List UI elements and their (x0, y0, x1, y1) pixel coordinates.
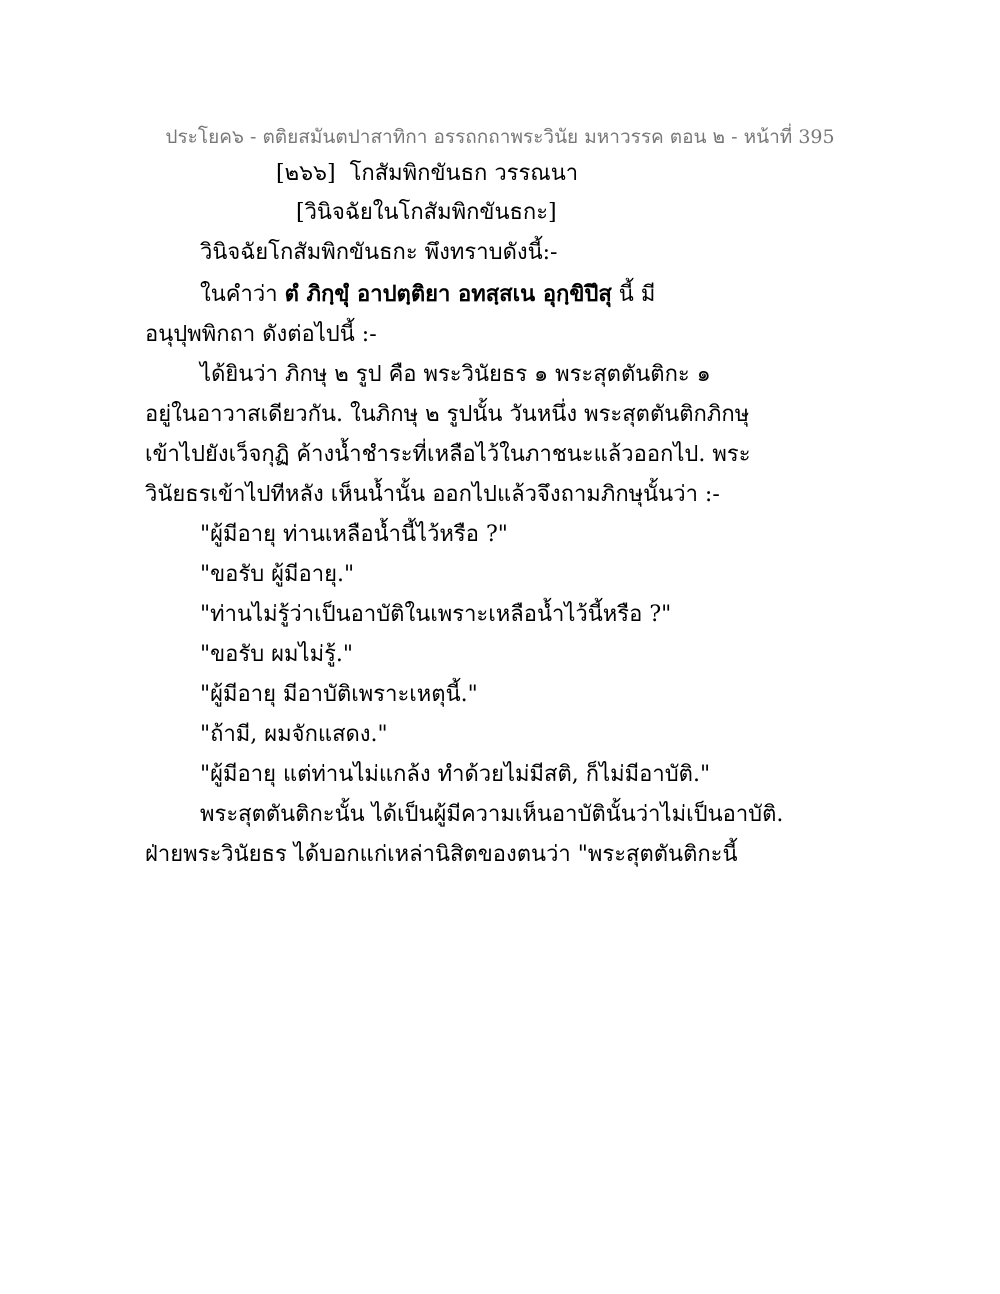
narrative-line: อยู่ในอาวาสเดียวกัน. ในภิกษุ ๒ รูปนั้น วันหนึ่ง พระสุตตันติกภิกษุ (145, 402, 750, 427)
running-header: ประโยค๖ - ตติยสมันตปาสาทิกา อรรถกถาพระวินัย มหาวรรค ตอน ๒ - หน้าที่ 395 (165, 126, 835, 148)
narrative-line: เข้าไปยังเว็จกุฏิ ค้างน้ำชำระที่เหลือไว้ในภาชนะแล้วออกไป. พระ (145, 442, 751, 467)
dialogue-line: "ถ้ามี, ผมจักแสดง." (200, 722, 388, 747)
pali-phrase: ตํ ภิกฺขุํ อาปตฺติยา อทสฺสเน อุกฺขิปึสุ (284, 281, 612, 307)
section-subtitle: [วินิจฉัยในโกสัมพิกขันธกะ] (296, 200, 557, 225)
dialogue-line: "ท่านไม่รู้ว่าเป็นอาบัติในเพราะเหลือน้ำไว้นี้หรือ ?" (200, 602, 672, 627)
section-number: [๒๖๖] (276, 161, 336, 186)
phrase-continuation: อนุปุพพิกถา ดังต่อไปนี้ :- (145, 322, 377, 347)
phrase-prefix: ในคำว่า (200, 282, 285, 307)
narrative-line: ได้ยินว่า ภิกษุ ๒ รูป คือ พระวินัยธร ๑ พระสุตตันติกะ ๑ (200, 362, 711, 387)
closing-line: พระสุตตันติกะนั้น ได้เป็นผู้มีความเห็นอาบัตินั้นว่าไม่เป็นอาบัติ. (200, 802, 784, 827)
phrase-suffix: นี้ มี (611, 282, 656, 307)
dialogue-line: "ขอรับ ผมไม่รู้." (200, 642, 354, 667)
pali-phrase-line (200, 279, 655, 310)
section-title: โกสัมพิกขันธก วรรณนา (349, 161, 579, 186)
narrative-line: วินัยธรเข้าไปทีหลัง เห็นน้ำนั้น ออกไปแล้วจึงถามภิกษุนั้นว่า :- (145, 482, 720, 507)
intro-line: วินิจฉัยโกสัมพิกขันธกะ พึงทราบดังนี้:- (200, 240, 558, 265)
dialogue-line: "ผู้มีอายุ มีอาบัติเพราะเหตุนี้." (200, 682, 478, 707)
dialogue-line: "ขอรับ ผู้มีอายุ." (200, 562, 355, 587)
section-heading (276, 159, 578, 189)
dialogue-line: "ผู้มีอายุ แต่ท่านไม่แกล้ง ทำด้วยไม่มีสติ, ก็ไม่มีอาบัติ." (200, 762, 711, 787)
closing-line: ฝ่ายพระวินัยธร ได้บอกแก่เหล่านิสิตของตนว่า "พระสุตตันติกะนี้ (145, 842, 738, 867)
dialogue-line: "ผู้มีอายุ ท่านเหลือน้ำนี้ไว้หรือ ?" (200, 522, 508, 547)
